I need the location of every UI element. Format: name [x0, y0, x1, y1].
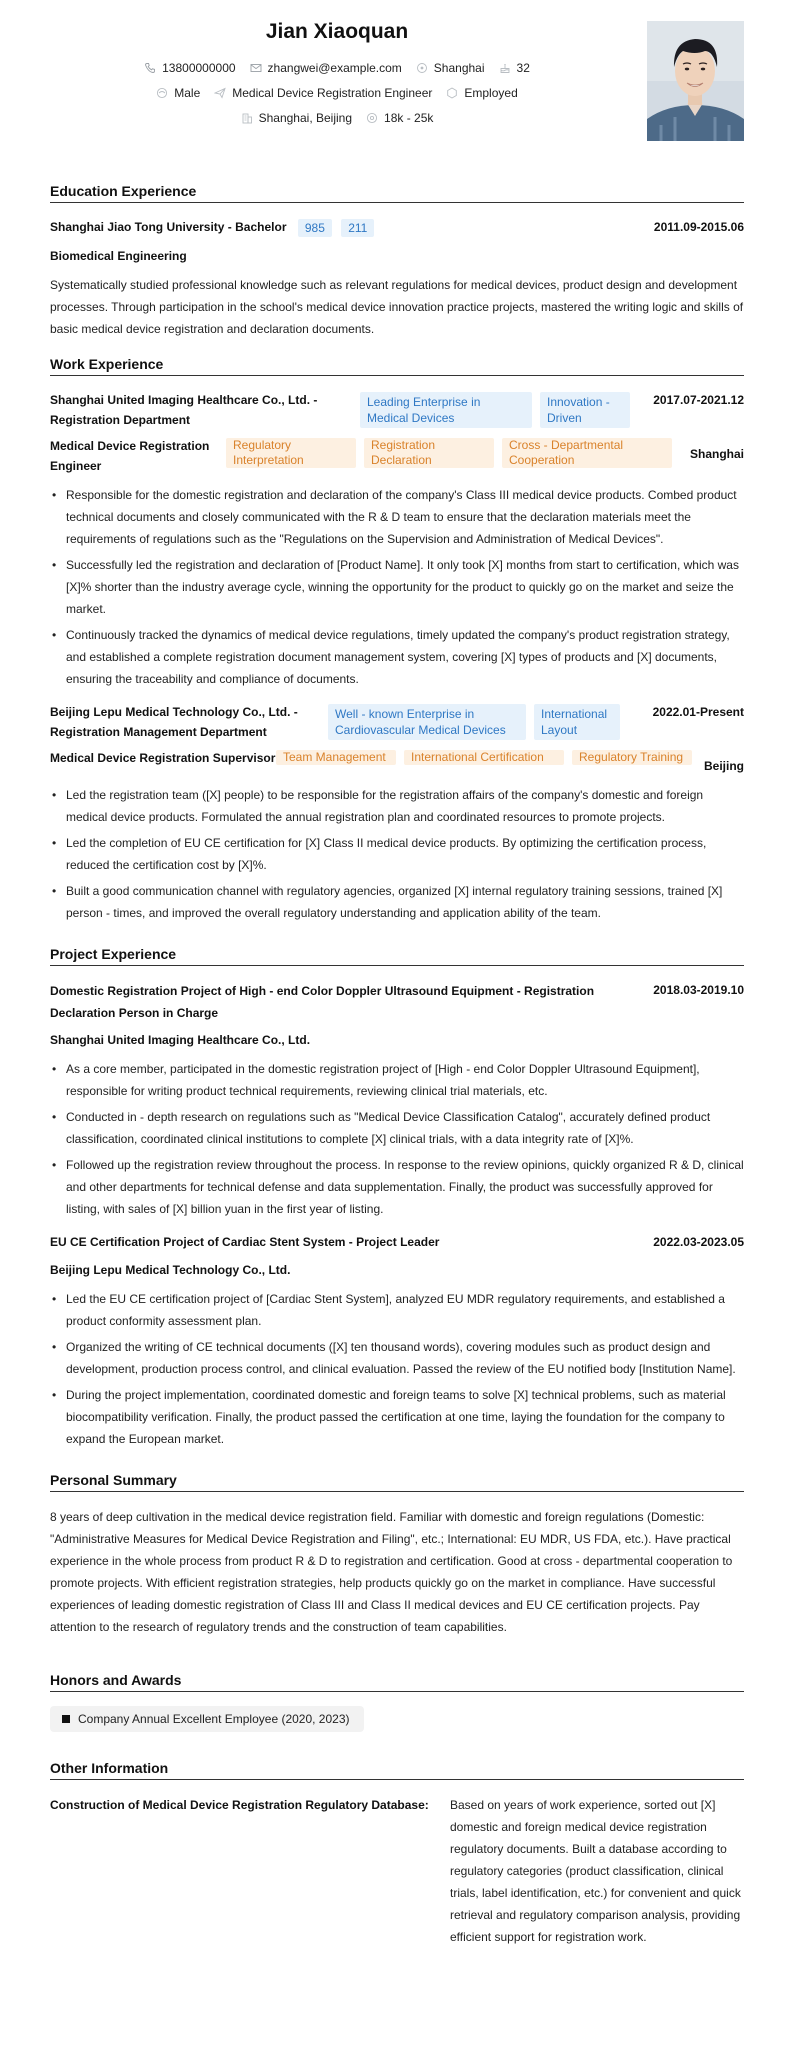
work-city: Beijing — [703, 759, 744, 773]
work-item — [50, 390, 744, 690]
project-name: Domestic Registration Project of High - end Color Doppler Ultrasound Equipment - Registration Declaration Person in Charge — [50, 984, 595, 1020]
status-item — [446, 86, 517, 100]
work-section-title: Work Experience — [50, 356, 744, 376]
work-bullets — [50, 784, 744, 924]
company-tag: Innovation - Driven — [540, 392, 630, 428]
education-major: Biomedical Engineering — [50, 249, 187, 263]
profile-photo — [647, 21, 744, 141]
honors-section-title: Honors and Awards — [50, 1672, 744, 1692]
project-bullet: • Conducted in - depth research on regulations such as "Medical Device Classification Catalog", accurately defined product classification, coordinated clinical institutions to complete [X] clinical trials, with a data integrity rate of [X]%. — [50, 1106, 744, 1150]
role-tag: Team Management — [276, 750, 396, 765]
other-section — [50, 1760, 744, 1948]
summary-section-title: Personal Summary — [50, 1472, 744, 1492]
gender-item — [156, 86, 200, 100]
mail-icon — [250, 62, 262, 74]
project-bullet: • Organized the writing of CE technical documents ([X] ten thousand words), covering modules such as product design and development, production process control, and clinical evaluation. Passed the review of the EU notified body [Institution Name]. — [50, 1336, 744, 1380]
work-role-row — [50, 748, 744, 776]
work-role-tags — [226, 436, 690, 468]
project-date: 2018.03-2019.10 — [653, 983, 744, 997]
work-city: Shanghai — [689, 447, 744, 461]
work-company-tags — [360, 390, 653, 428]
badge-icon — [446, 87, 458, 99]
project-bullets — [50, 1058, 744, 1220]
work-role: Medical Device Registration Supervisor — [50, 751, 276, 765]
role-tag: International Certification — [404, 750, 564, 765]
honors-section — [50, 1672, 744, 1732]
work-bullet: • Built a good communication channel with regulatory agencies, organized [X] internal regulatory training sessions, trained [X] person - times, and improved the overall regulatory understanding and application ability of the team. — [50, 880, 744, 924]
award-item — [50, 1706, 364, 1732]
other-item — [50, 1794, 744, 1948]
project-head — [50, 1232, 744, 1252]
project-section-title: Project Experience — [50, 946, 744, 966]
other-text: Based on years of work experience, sorted out [X] domestic and foreign medical device registration regulatory documents. Built a database according to regulatory categories (product classification, clinical trials, label identification, etc.) for convenient and quick retrieval and regulatory comparison analysis, providing efficient support for registration work. — [450, 1798, 741, 1944]
work-section — [50, 356, 744, 924]
gender-text: Male — [174, 86, 201, 100]
role-tag: Regulatory Interpretation — [226, 438, 356, 468]
company-tag: Well - known Enterprise in Cardiovascular Medical Devices — [328, 704, 526, 740]
work-company-tags — [328, 702, 653, 740]
work-item-head — [50, 702, 744, 742]
profile-line — [50, 86, 744, 100]
project-bullet: • Led the EU CE certification project of [Cardiac Stent System], analyzed EU MDR regulatory requirements, and established a product conformity assessment plan. — [50, 1288, 744, 1332]
target-city-text: Shanghai, Beijing — [258, 111, 353, 125]
project-company: Shanghai United Imaging Healthcare Co., Ltd. — [50, 1033, 311, 1047]
coin-icon — [366, 112, 378, 124]
company-tag: International Layout — [534, 704, 620, 740]
education-tag: 985 — [298, 219, 332, 237]
age-item — [499, 61, 530, 75]
job-title-item — [214, 86, 432, 100]
project-company: Beijing Lepu Medical Technology Co., Ltd. — [50, 1263, 291, 1277]
project-bullets — [50, 1288, 744, 1450]
phone-icon — [144, 62, 156, 74]
work-bullets — [50, 484, 744, 690]
location-item — [416, 61, 485, 75]
cake-icon — [499, 62, 511, 74]
email-text: zhangwei@example.com — [267, 61, 402, 75]
job-title-text: Medical Device Registration Engineer — [232, 86, 433, 100]
project-item — [50, 980, 744, 1220]
education-section — [50, 183, 744, 340]
salary-text: 18k - 25k — [384, 111, 434, 125]
location-text: Shanghai — [433, 61, 485, 75]
company-tag: Leading Enterprise in Medical Devices — [360, 392, 532, 428]
education-date: 2011.09-2015.06 — [653, 220, 744, 234]
role-tag: Cross - Departmental Cooperation — [502, 438, 672, 468]
target-line — [50, 111, 744, 125]
project-bullet: • As a core member, participated in the domestic registration project of [High - end Color Doppler Ultrasound Equipment], responsible for writing product technical requirements, reviewing clinical trial materials, etc. — [50, 1058, 744, 1102]
work-bullet: • Successfully led the registration and declaration of [Product Name]. It only took [X] months from start to certification, which was [X]% shorter than the industry average cycle, winning the opportunity for the product to quickly go on the market and seize the market. — [50, 554, 744, 620]
education-school: Shanghai Jiao Tong University - Bachelor — [50, 220, 287, 234]
location-icon — [416, 62, 428, 74]
work-date: 2022.01-Present — [652, 705, 744, 719]
summary-section — [50, 1472, 744, 1638]
role-tag: Regulatory Training — [572, 750, 692, 765]
work-bullet: • Responsible for the domestic registration and declaration of the company's Class III medical device products. Combed product technical documents and closely communicated with the R & D team to ensure that the declaration materials meet the requirements of regulations such as the "Regulations on the Supervision and Administration of Medical Devices". — [50, 484, 744, 550]
project-name: EU CE Certification Project of Cardiac Stent System - Project Leader — [50, 1235, 440, 1249]
summary-text: 8 years of deep cultivation in the medical device registration field. Familiar with domestic and foreign regulations (Domestic: "Administrative Measures for Medical Device Registration and Filing", etc.; International: EU MDR, US FDA, etc.). Have practical experience in the whole process from product R & D to registration and certification. Good at cross - departmental cooperation to promote projects. With efficient registration strategies, help products quickly go on the market in compliance. Have successful experiences of leading domestic registration of Class III and Class II medical devices and EU CE certification projects. Pay attention to the research of regulatory trends and the construction of team capabilities. — [50, 1510, 733, 1634]
work-bullet: • Led the completion of EU CE certification for [X] Class II medical device products. By optimizing the certification process, reduced the certification cost by [X]%. — [50, 832, 744, 876]
resume-header — [50, 20, 744, 170]
age-text: 32 — [516, 61, 530, 75]
phone-item — [144, 61, 235, 75]
contact-line — [50, 61, 744, 75]
email-item — [250, 61, 402, 75]
project-section — [50, 946, 744, 1450]
role-tag: Registration Declaration — [364, 438, 494, 468]
work-item-head — [50, 390, 744, 430]
project-item — [50, 1232, 744, 1450]
person-icon — [156, 87, 168, 99]
project-bullet: • During the project implementation, coordinated domestic and foreign teams to solve [X] technical problems, such as material biocompatibility verification. Finally, the product passed the certification at one time, laying the foundation for the company to expand the European market. — [50, 1384, 744, 1450]
salary-item — [366, 111, 433, 125]
work-bullet: • Led the registration team ([X] people) to be responsible for the registration affairs of the company's domestic and foreign medical device products. Formulated the annual registration plan and coordinated resources to promote projects. — [50, 784, 744, 828]
square-bullet-icon — [62, 1715, 70, 1723]
education-head — [50, 217, 744, 237]
award-text: Company Annual Excellent Employee (2020, 2023) — [78, 1712, 350, 1726]
education-description: Systematically studied professional knowledge such as relevant regulations for medical devices, product design and development processes. Through participation in the school's medical device innovation practice projects, mastered the writing logic and skills of basic medical device registration and declaration documents. — [50, 278, 744, 336]
work-date: 2017.07-2021.12 — [653, 393, 744, 407]
other-section-title: Other Information — [50, 1760, 744, 1780]
work-item — [50, 702, 744, 924]
project-head — [50, 980, 744, 1024]
work-bullet: • Continuously tracked the dynamics of medical device regulations, timely updated the company's product registration strategy, and established a complete registration document management system, covering [X] types of products and [X] documents, ensuring the traceability and compliance of documents. — [50, 624, 744, 690]
building-icon — [241, 112, 253, 124]
status-text: Employed — [464, 86, 518, 100]
work-role: Medical Device Registration Engineer — [50, 439, 210, 473]
work-role-tags — [276, 748, 704, 765]
candidate-name: Jian Xiaoquan — [265, 20, 409, 43]
phone-text: 13800000000 — [162, 61, 236, 75]
send-icon — [214, 87, 226, 99]
project-bullet: • Followed up the registration review throughout the process. In response to the review opinions, quickly organized R & D, clinical and other departments for technical defense and data supplementation. Finally, the product was successfully approved for listing, with sales of [X] billion yuan in the first year of listing. — [50, 1154, 744, 1220]
other-label: Construction of Medical Device Registration Regulatory Database: — [50, 1798, 429, 1812]
education-section-title: Education Experience — [50, 183, 744, 203]
work-company: Beijing Lepu Medical Technology Co., Ltd. - Registration Management Department — [50, 705, 298, 739]
target-city-item — [241, 111, 352, 125]
work-company: Shanghai United Imaging Healthcare Co., Ltd. - Registration Department — [50, 393, 318, 427]
work-role-row — [50, 436, 744, 476]
project-date: 2022.03-2023.05 — [653, 1235, 744, 1249]
education-school-line — [50, 217, 374, 237]
education-tag: 211 — [341, 219, 374, 237]
